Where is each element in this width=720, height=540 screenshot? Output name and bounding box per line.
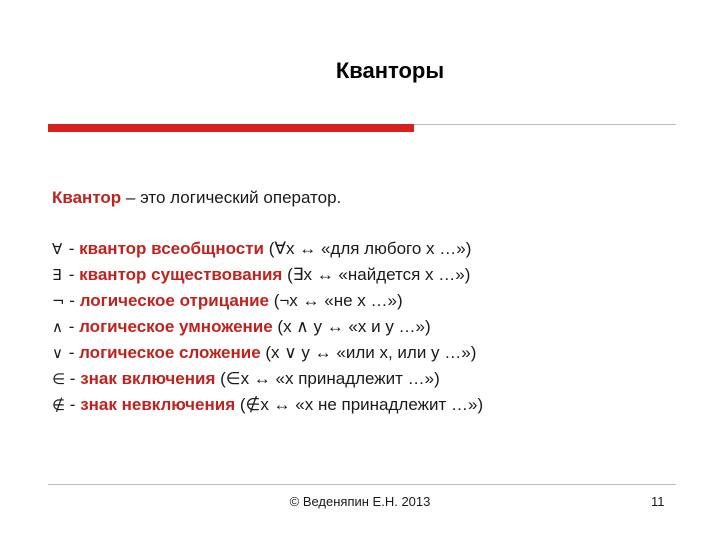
forall-symbol-icon: ∀ — [52, 240, 63, 258]
operator-list — [52, 236, 483, 418]
title-accent-bar — [48, 124, 414, 132]
slide-title: Кванторы — [335, 58, 445, 83]
negation-symbol-icon: ¬ — [52, 292, 65, 310]
or-symbol-icon: ∨ — [52, 344, 63, 362]
item-name: логическое отрицание — [79, 291, 269, 310]
item-description: (∉x ↔ «x не принадлежит …») — [235, 395, 484, 414]
item-description: (¬x ↔ «не x …») — [269, 291, 403, 310]
item-description: (x ∧ y ↔ «x и y …») — [272, 317, 431, 336]
item-separator: - — [65, 369, 81, 388]
item-description: (x ∨ y ↔ «или x, или y …») — [260, 343, 477, 362]
item-name: логическое умножение — [79, 317, 273, 336]
definition-term: Квантор — [52, 188, 122, 207]
item-separator: - — [64, 239, 80, 258]
item-separator: - — [65, 395, 81, 414]
item-name: знак включения — [80, 369, 216, 388]
list-item — [52, 340, 483, 366]
page-number: 11 — [651, 494, 665, 509]
list-item — [52, 236, 483, 262]
item-separator: - — [64, 317, 80, 336]
not-element-of-symbol-icon: ∉ — [52, 396, 66, 414]
item-description: (∃x ↔ «найдется x …») — [282, 265, 471, 284]
definition-text: – это логический оператор. — [121, 188, 342, 207]
footer-divider-line — [48, 484, 676, 485]
item-name: логическое сложение — [79, 343, 261, 362]
list-item — [52, 262, 483, 288]
item-name: квантор существования — [79, 265, 283, 284]
definition-line — [52, 188, 341, 208]
list-item — [52, 366, 483, 392]
item-description: (∀x ↔ «для любого x …») — [263, 239, 472, 258]
item-separator: - — [64, 343, 80, 362]
item-name: квантор всеобщности — [79, 239, 264, 258]
list-item — [52, 392, 483, 418]
item-separator: - — [64, 291, 80, 310]
element-of-symbol-icon: ∈ — [52, 370, 66, 388]
item-description: (∈x ↔ «x принадлежит …») — [215, 369, 440, 388]
and-symbol-icon: ∧ — [52, 318, 63, 336]
list-item — [52, 314, 483, 340]
item-name: знак невключения — [80, 395, 236, 414]
exists-symbol-icon: ∃ — [52, 266, 62, 284]
list-item — [52, 288, 483, 314]
item-separator: - — [64, 265, 80, 284]
footer-copyright: © Веденяпин Е.Н. 2013 — [289, 494, 431, 509]
title-divider-line — [414, 124, 676, 125]
